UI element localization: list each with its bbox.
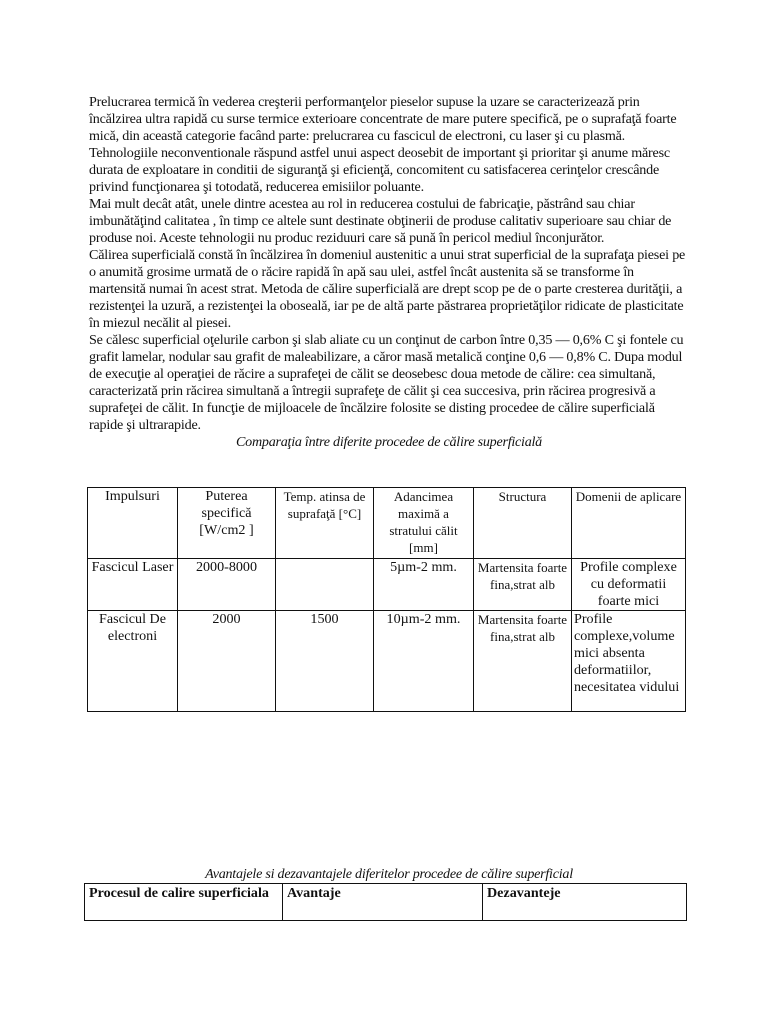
paragraph-2: Tehnologiile neconventionale răspund astfel unui aspect deosebit de important şi prioritar şi anume măresc durata de exploatare in conditii de siguranţă şi eficienţă, concomitent cu satisfacerea cerinţelor crescânde privind funcţionarea şi totodată, reducerea emisiilor poluante. bbox=[89, 145, 670, 195]
paragraph-3: Mai mult decât atât, unele dintre acestea au rol in reducerea costului de fabricaţie, păstrând sau chiar imbunătăţind calitatea , în timp ce altele sunt destinate obţinerii de produse calitativ superioare sau chiar de produse noi. Aceste tehnologii nu produc reziduuri care să pună în pericol mediul înconjurător. bbox=[89, 196, 672, 246]
header-cell: Adancimea maximă a stratului călit [mm] bbox=[374, 488, 474, 559]
document-body bbox=[89, 94, 689, 451]
table-cell: Martensita foarte fina,strat alb bbox=[474, 559, 572, 611]
paragraph-4: Călirea superficială constă în încălzirea în domeniul austenitic a unui strat superficial de la suprafaţa piesei pe o anumită grosime urmată de o răcire rapidă în apă sau ulei, astfel încât austenita să se transforme în martensită numai în acest strat. Metoda de călire superficială are drept scop pe de o parte cresterea durităţii, a rezistenţei la uzură, a rezistenţei la oboseală, iar pe de altă parte păstrarea proprietăţilor ridicate de plasticitate în miezul necălit al piesei. bbox=[89, 247, 686, 331]
table-cell: 2000 bbox=[178, 611, 276, 712]
paragraph-5: Se călesc superficial oţelurile carbon şi slab aliate cu un conţinut de carbon între 0,35 — 0,6% C şi fontele cu grafit lamelar, nodular sau grafit de maleabilizare, a căror masă metalică conţine 0,6 — 0,8% C. Dupa modul de execuţie al operaţiei de răcire a suprafeţei de călit se deosebesc doua metode de călire: cea simultană, caracterizată prin răcirea simultană a întregii suprafeţe de călit şi cea succesiva, prin răcirea progresivă a suprafeţei de călit. In funcţie de mijloacele de încălzire folosite se disting procedee de călire superficială rapide şi ultrarapide. bbox=[89, 332, 684, 433]
comparison-table bbox=[87, 487, 686, 712]
table-cell: 5µm-2 mm. bbox=[374, 559, 474, 611]
header-cell: Avantaje bbox=[283, 884, 483, 921]
header-cell: Procesul de calire superficiala bbox=[85, 884, 283, 921]
advantages-table bbox=[84, 883, 687, 921]
header-cell: Dezavanteje bbox=[483, 884, 687, 921]
table-row bbox=[88, 611, 686, 712]
table-cell: 10µm-2 mm. bbox=[374, 611, 474, 712]
table2-caption: Avantajele si dezavantajele diferitelor procedee de călire superficial bbox=[205, 866, 573, 882]
table-row bbox=[88, 559, 686, 611]
table-header-row bbox=[85, 884, 687, 921]
header-cell: Puterea specifică [W/cm2 ] bbox=[178, 488, 276, 559]
header-cell: Domenii de aplicare bbox=[572, 488, 686, 559]
header-cell: Temp. atinsa de suprafaţă [°C] bbox=[276, 488, 374, 559]
table-cell: Profile complexe cu deformatii foarte mici bbox=[572, 559, 686, 611]
table-cell: Fascicul Laser bbox=[88, 559, 178, 611]
table-cell: 2000-8000 bbox=[178, 559, 276, 611]
header-cell: Impulsuri bbox=[88, 488, 178, 559]
table-cell: Fascicul De electroni bbox=[88, 611, 178, 712]
table-cell: 1500 bbox=[276, 611, 374, 712]
paragraph-1: Prelucrarea termică în vederea creşterii performanţelor pieselor supuse la uzare se caracterizează prin încălzirea ultra rapidă cu surse termice exterioare concentrate de mare putere specifică, pe o suprafaţă foarte mică, din această categorie facând parte: prelucrarea cu fascicul de electroni, cu laser şi cu plasmă. bbox=[89, 94, 677, 144]
table-cell: Profile complexe,volume mici absenta deformatiilor, necesitatea vidului bbox=[572, 611, 686, 712]
table-cell bbox=[276, 559, 374, 611]
header-cell: Structura bbox=[474, 488, 572, 559]
table-header-row bbox=[88, 488, 686, 559]
table1-caption: Comparaţia între diferite procedee de călire superficială bbox=[236, 434, 542, 450]
table-cell: Martensita foarte fina,strat alb bbox=[474, 611, 572, 712]
